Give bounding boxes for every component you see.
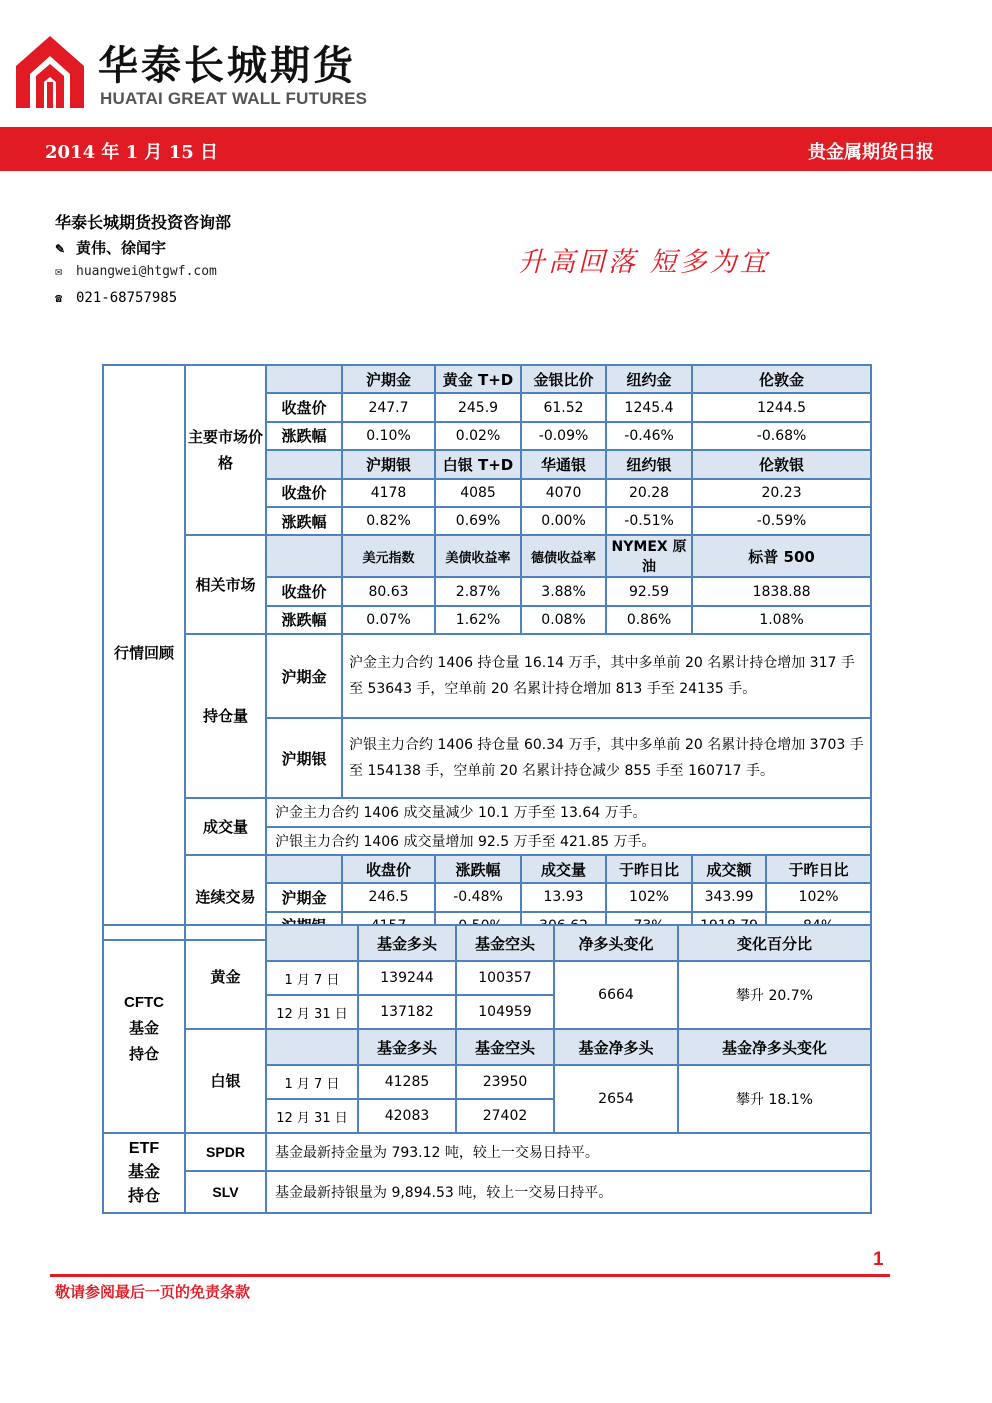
cell: 1245.4	[606, 393, 692, 421]
etf-spdr-name: SPDR	[185, 1133, 266, 1171]
cell: -0.68%	[692, 422, 871, 450]
date-cell: 1 月 7 日	[266, 961, 358, 995]
cell: 4178	[342, 479, 435, 507]
cell: -0.46%	[606, 422, 692, 450]
cell: 0.10%	[342, 422, 435, 450]
section-market-review: 行情回顾	[103, 365, 185, 940]
headline: 升高回落 短多为宜	[518, 247, 770, 278]
volume-label: 成交量	[185, 798, 266, 855]
cell: 20.28	[606, 479, 692, 507]
etf-label-1: ETF	[128, 1140, 160, 1157]
cell: 6664	[554, 961, 678, 1029]
cftc-gold-label: 黄金	[185, 925, 266, 1029]
header-banner	[0, 127, 992, 171]
col-header: 白银 T+D	[435, 450, 521, 478]
col-header: 收盘价	[342, 855, 435, 883]
cell: 13.93	[521, 883, 606, 911]
col-header: 纽约金	[606, 365, 692, 393]
col-header: 于昨日比	[766, 855, 871, 883]
authors: 黄伟、徐闻宇	[76, 239, 167, 257]
cell: 0.00%	[521, 507, 606, 535]
cell: 2654	[554, 1065, 678, 1133]
corner-cell	[266, 1029, 358, 1065]
col-header: 涨跌幅	[435, 855, 521, 883]
col-header: 基金净多头变化	[678, 1029, 871, 1065]
cell: 4085	[435, 479, 521, 507]
market-table	[102, 364, 872, 941]
etf-label	[103, 1133, 185, 1213]
mail-icon: ✉	[55, 264, 63, 278]
etf-slv-text: 基金最新持银量为 9,894.53 吨，较上一交易日持平。	[266, 1171, 871, 1213]
cell: 23950	[456, 1065, 554, 1099]
cell: 343.99	[692, 883, 766, 911]
date-cell: 12 月 31 日	[266, 1099, 358, 1133]
volume-gold-text: 沪金主力合约 1406 成交量减少 10.1 万手至 13.64 万手。	[266, 798, 871, 826]
row-label: 收盘价	[266, 393, 342, 421]
continuous-label: 连续交易	[185, 855, 266, 940]
row-label: 涨跌幅	[266, 507, 342, 535]
company-logo-icon	[16, 36, 84, 108]
row-label: 沪期金	[266, 883, 342, 911]
cell: -0.51%	[606, 507, 692, 535]
email-line	[55, 264, 217, 279]
page-number: 1	[873, 1249, 884, 1270]
cell: 92.59	[606, 577, 692, 605]
volume-silver-text: 沪银主力合约 1406 成交量增加 92.5 万手至 421.85 万手。	[266, 827, 871, 855]
cftc-label	[103, 925, 185, 1133]
corner-cell	[266, 855, 342, 883]
cell: 1.62%	[435, 606, 521, 634]
cftc-label-text: CFTC基金持仓	[124, 994, 164, 1063]
cell: 1.08%	[692, 606, 871, 634]
col-header: 华通银	[521, 450, 606, 478]
cell: 247.7	[342, 393, 435, 421]
cell: 0.07%	[342, 606, 435, 634]
col-header: 成交额	[692, 855, 766, 883]
col-header: 美债收益率	[435, 535, 521, 577]
corner-cell	[266, 925, 358, 961]
phone-icon: ☎	[55, 291, 63, 305]
col-header: 伦敦金	[692, 365, 871, 393]
row-label: 涨跌幅	[266, 606, 342, 634]
cftc-etf-table	[102, 924, 872, 1214]
etf-spdr-text: 基金最新持金量为 793.12 吨，较上一交易日持平。	[266, 1133, 871, 1171]
col-header: 成交量	[521, 855, 606, 883]
col-header: 黄金 T+D	[435, 365, 521, 393]
footer-divider	[50, 1274, 890, 1277]
cell: 0.02%	[435, 422, 521, 450]
cell: 246.5	[342, 883, 435, 911]
authors-line	[55, 237, 166, 258]
row-label: 收盘价	[266, 577, 342, 605]
cell: 攀升 20.7%	[678, 961, 871, 1029]
cell: 245.9	[435, 393, 521, 421]
cftc-silver-label: 白银	[185, 1029, 266, 1133]
brand-name-en: HUATAI GREAT WALL FUTURES	[100, 89, 368, 108]
col-header: 基金空头	[456, 1029, 554, 1065]
col-header: 标普 500	[692, 535, 871, 577]
cell: 0.08%	[521, 606, 606, 634]
cell: 20.23	[692, 479, 871, 507]
email[interactable]: huangwei@htgwf.com	[76, 264, 217, 279]
col-header: 净多头变化	[554, 925, 678, 961]
row-label: 涨跌幅	[266, 422, 342, 450]
cell: 0.82%	[342, 507, 435, 535]
col-header: 基金净多头	[554, 1029, 678, 1065]
col-header: 基金多头	[358, 1029, 456, 1065]
positions-gold-text: 沪金主力合约 1406 持仓量 16.14 万手，其中多单前 20 名累计持仓增加 317 手至 53643 手，空单前 20 名累计持仓增加 813 手至 24135 手。	[342, 634, 871, 718]
col-header: 变化百分比	[678, 925, 871, 961]
col-header: 美元指数	[342, 535, 435, 577]
cell: 27402	[456, 1099, 554, 1133]
cell: 41285	[358, 1065, 456, 1099]
etf-slv-name: SLV	[185, 1171, 266, 1213]
brand-name-cn: 华泰长城期货	[98, 43, 356, 89]
cell: 攀升 18.1%	[678, 1065, 871, 1133]
cell: 2.87%	[435, 577, 521, 605]
report-date: 2014 年 1 月 15 日	[45, 142, 219, 163]
cell: 102%	[766, 883, 871, 911]
col-header: 金银比价	[521, 365, 606, 393]
cell: 80.63	[342, 577, 435, 605]
col-header: 基金空头	[456, 925, 554, 961]
etf-label-2: 基金	[127, 1164, 160, 1181]
date-cell: 12 月 31 日	[266, 995, 358, 1029]
corner-cell	[266, 365, 342, 393]
positions-silver-text: 沪银主力合约 1406 持仓量 60.34 万手，其中多单前 20 名累计持仓增加 3703 手至 154138 手，空单前 20 名累计持仓减少 855 手至 160717 手。	[342, 718, 871, 798]
date-cell: 1 月 7 日	[266, 1065, 358, 1099]
row-label: 沪期银	[266, 718, 342, 798]
col-header: 伦敦银	[692, 450, 871, 478]
col-header: 纽约银	[606, 450, 692, 478]
main-price-label: 主要市场价格	[185, 365, 266, 535]
phone-line	[55, 290, 177, 306]
col-header: 于昨日比	[606, 855, 692, 883]
cell: 4070	[521, 479, 606, 507]
cell: 61.52	[521, 393, 606, 421]
report-type: 贵金属期货日报	[808, 142, 934, 163]
cell: -0.09%	[521, 422, 606, 450]
pen-icon: ✎	[55, 242, 66, 256]
corner-cell	[266, 450, 342, 478]
cell: 139244	[358, 961, 456, 995]
cell: 100357	[456, 961, 554, 995]
etf-label-3: 持仓	[127, 1188, 160, 1205]
positions-label: 持仓量	[185, 634, 266, 798]
cell: 137182	[358, 995, 456, 1029]
cell: 104959	[456, 995, 554, 1029]
department: 华泰长城期货投资咨询部	[55, 213, 232, 232]
cell: 3.88%	[521, 577, 606, 605]
corner-cell	[266, 535, 342, 577]
row-label: 沪期金	[266, 634, 342, 718]
cell: -0.48%	[435, 883, 521, 911]
cell: 1838.88	[692, 577, 871, 605]
col-header: 沪期金	[342, 365, 435, 393]
phone: 021-68757985	[76, 290, 178, 306]
related-market-label: 相关市场	[185, 535, 266, 634]
cell: 102%	[606, 883, 692, 911]
col-header: 基金多头	[358, 925, 456, 961]
cell: 42083	[358, 1099, 456, 1133]
col-header: NYMEX 原油	[606, 535, 692, 577]
cell: 0.69%	[435, 507, 521, 535]
cell: 0.86%	[606, 606, 692, 634]
cell: 1244.5	[692, 393, 871, 421]
row-label: 收盘价	[266, 479, 342, 507]
cell: -0.59%	[692, 507, 871, 535]
disclaimer: 敬请参阅最后一页的免责条款	[55, 1283, 251, 1301]
col-header: 德债收益率	[521, 535, 606, 577]
col-header: 沪期银	[342, 450, 435, 478]
